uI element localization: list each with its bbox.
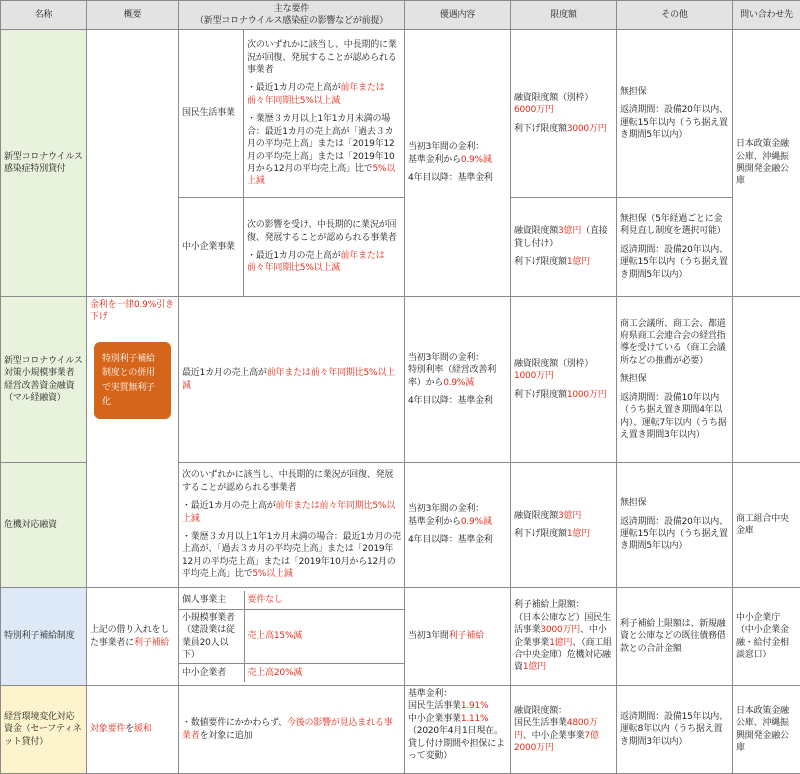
other-marukei: 商工会議所、商工会、都道府県商工会連合会の経営指導を受けている（商工会議所などの推薦が必要） 無担保 返済期間：設備10年以内（うち据え置き期間4年以内）、運転7年以内（うち据え置き期間3年以内） xyxy=(617,297,733,463)
program-name-marukei: 新型コロナウイルス対策小規模事業者経営改善資金融資（マル経融資） xyxy=(1,297,87,463)
contact-marukei xyxy=(733,297,800,463)
limit-interest-subsidy: 利子補給上限額： （日本公庫など）国民生活事業3000万円、中小企業事業1億円、（商工組合中央金庫）危機対応融資1億円 xyxy=(511,588,617,686)
summary-marukei: 金利を一律0.9%引き下げ 特別利子補給制度との併用で実質無利子化 xyxy=(87,297,179,588)
other-safety-net: 返済期間：設備15年以内、運転8年以内（うち据え置き期間3年以内） xyxy=(617,686,733,774)
header-name: 名称 xyxy=(1,1,87,30)
other-sme: 無担保（5年経過ごとに金利見直し制度を選択可能） 返済期間：設備20年以内、運転15年以内（うち据え置き期間5年以内） xyxy=(617,198,733,297)
summary-interest-subsidy: 上記の借り入れをした事業者に利子補給 xyxy=(87,588,179,686)
requirements-crisis: 次のいずれかに該当し、中長期的に業況が回復、発展することが認められる事業者 ・最近1カ月の売上高が前年または前々年同期比5%以上減 ・業歴３カ月以上1年1カ月未満の場合：最近1カ月の売上高が、「過去３カ月の平均売上高」または「2019年12月の平均売上高」または「2019年10月から12月の平均売上高」比で5%以上減 xyxy=(179,463,405,588)
subsidy-row-individual: 個人事業主 要件なし xyxy=(179,591,404,609)
header-preferential: 優遇内容 xyxy=(405,1,511,30)
header-limit: 限度額 xyxy=(511,1,617,30)
row-interest-subsidy xyxy=(1,588,800,686)
limit-marukei: 融資限度額（別枠） 1000万円 利下げ限度額1000万円 xyxy=(511,297,617,463)
sub-label-sme: 中小企業事業 xyxy=(179,198,244,297)
contact-interest-subsidy: 中小企業庁（中小企業金融・給付金相談窓口） xyxy=(733,588,800,686)
preferential-marukei: 当初3年間の金利： 特別利率（経営改善利率）から0.9%減 4年目以降：基準金利 xyxy=(405,297,511,463)
preferential-safety-net: 基準金利： 国民生活事業1.91% 中小企業事業1.11% （2020年4月1日現在。貸し付け期間や担保によって変動） xyxy=(405,686,511,774)
program-name-corona-special: 新型コロナウイルス感染症特別貸付 xyxy=(1,30,87,297)
other-crisis: 無担保 返済期間：設備20年以内、運転15年以内（うち据え置き期間5年以内） xyxy=(617,463,733,588)
preferential-interest-subsidy: 当初3年間利子補給 xyxy=(405,588,511,686)
program-name-crisis: 危機対応融資 xyxy=(1,463,87,588)
limit-crisis: 融資限度額3億円 利下げ限度額1億円 xyxy=(511,463,617,588)
requirements-marukei: 最近1カ月の売上高が前年または前々年同期比5%以上減 xyxy=(179,297,405,463)
preferential-corona-special: 当初3年間の金利： 基準金利から0.9%減 4年目以降：基準金利 xyxy=(405,30,511,297)
summary-safety-net: 対象要件を緩和 xyxy=(87,686,179,774)
limit-national: 融資限度額（別枠） 6000万円 利下げ限度額3000万円 xyxy=(511,30,617,198)
row-safety-net xyxy=(1,686,800,774)
contact-corona-special: 日本政策金融公庫、沖縄振興開発金融公庫 xyxy=(733,30,800,297)
header-summary: 概要 xyxy=(87,1,179,30)
limit-safety-net: 融資限度額： 国民生活事業4800万円、中小企業事業7億2000万円 xyxy=(511,686,617,774)
requirements-interest-subsidy xyxy=(179,588,405,686)
other-interest-subsidy: 利子補給上限額は、新規融資と公庫などの既往債務借款との合計金額 xyxy=(617,588,733,686)
other-national: 無担保 返済期間：設備20年以内、運転15年以内（うち据え置き期間5年以内） xyxy=(617,30,733,198)
contact-crisis: 商工組合中央金庫 xyxy=(733,463,800,588)
summary-corona-special xyxy=(87,30,179,297)
header-requirements: 主な要件 （新型コロナウイルス感染症の影響などが前提） xyxy=(179,1,405,30)
requirements-national: 次のいずれかに該当し、中長期的に業況が回復、発展することが認められる事業者 ・最近1カ月の売上高が前年または前々年同期比5%以上減 ・業歴３カ月以上1年1カ月未満の場合：最近1カ月の売上高が「過去３カ月の平均売上高」または「2019年12月の平均売上高」または「2019年10月から12月の平均売上高」比で5%以上減 xyxy=(244,30,405,198)
subsidy-row-small: 小規模事業者（建設業は従業員20人以下） 売上高15%減 xyxy=(179,609,404,664)
sub-label-national: 国民生活事業 xyxy=(179,30,244,198)
program-name-safety-net: 経営環境変化対応資金（セーフティネット貸付） xyxy=(1,686,87,774)
requirements-sme: 次の影響を受け、中長期的に業況が回復、発展することが認められる事業者 ・最近1カ月の売上高が前年または前々年同期比5%以上減 xyxy=(244,198,405,297)
subsidy-requirement-table xyxy=(179,591,404,682)
header-row xyxy=(1,1,800,30)
program-name-interest-subsidy: 特別利子補給制度 xyxy=(1,588,87,686)
subsidy-row-sme: 中小企業者 売上高20%減 xyxy=(179,664,404,682)
row-corona-special-national xyxy=(1,30,800,198)
contact-safety-net: 日本政策金融公庫、沖縄振興開発金融公庫 xyxy=(733,686,800,774)
interest-free-callout: 特別利子補給制度との併用で実質無利子化 xyxy=(94,342,171,420)
header-contact: 問い合わせ先 xyxy=(733,1,800,30)
preferential-crisis: 当初3年間の金利： 基準金利から0.9%減 4年目以降：基準金利 xyxy=(405,463,511,588)
header-other: その他 xyxy=(617,1,733,30)
row-marukei xyxy=(1,297,800,463)
limit-sme: 融資限度額3億円（直接貸し付け） 利下げ限度額1億円 xyxy=(511,198,617,297)
requirements-safety-net: ・数値要件にかかわらず、今後の影響が見込まれる事業者を対象に追加 xyxy=(179,686,405,774)
